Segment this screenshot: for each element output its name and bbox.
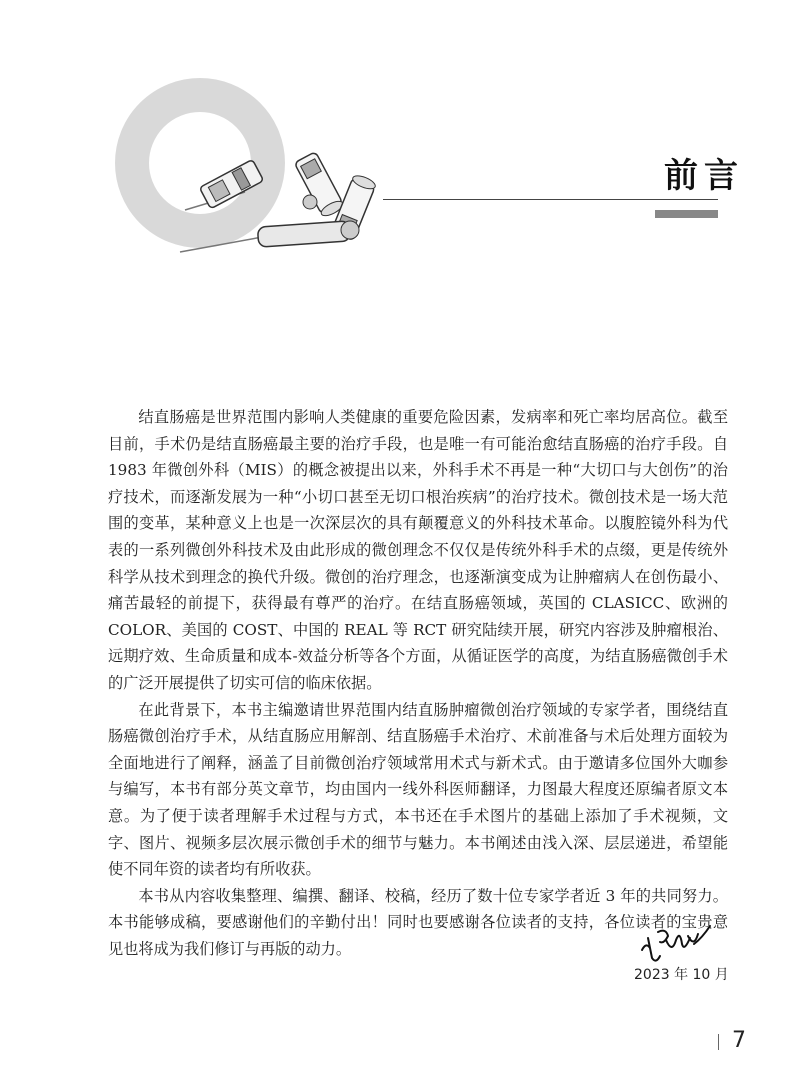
- preface-body: [108, 404, 728, 962]
- paragraph: 结直肠癌是世界范围内影响人类健康的重要危险因素，发病率和死亡率均居高位。截至目前，手术仍是结直肠癌最主要的治疗手段，也是唯一有可能治愈结直肠癌的治疗手段。自 1983 年微创外科（MIS）的概念被提出以来，外科手术不再是一种“大切口与大创伤”的治疗技术，而逐渐发展为一种“小切口甚至无切口根治疾病”的治疗技术。微创技术是一场大范围的变革，某种意义上也是一次深层次的具有颠覆意义的外科技术革命。以腹腔镜外科为代表的一系列微创外科技术及由此形成的微创理念不仅仅是传统外科手术的点缀，更是传统外科学从技术到理念的换代升级。微创的治疗理念，也逐渐演变成为让肿瘤病人在创伤最小、痛苦最轻的前提下，获得最有尊严的治疗。在结直肠癌领域，英国的 CLASICC、欧洲的 COLOR、美国的 COST、中国的 REAL 等 RCT 研究陆续开展，研究内容涉及肿瘤根治、远期疗效、生命质量和成本-效益分析等各个方面，从循证医学的高度，为结直肠癌微创手术的广泛开展提供了切实可信的临床依据。: [108, 408, 728, 692]
- page-number-separator: [718, 1034, 719, 1050]
- page-title: 前言: [664, 156, 744, 196]
- handwritten-signature: [636, 918, 716, 968]
- paragraph: 在此背景下，本书主编邀请世界范围内结直肠肿瘤微创治疗领域的专家学者，围绕结直肠癌微创治疗手术，从结直肠应用解剖、结直肠癌手术治疗、术前准备与术后处理方面较为全面地进行了阐释，涵盖了目前微创治疗领域常用术式与新术式。由于邀请多位国外大咖参与编写，本书有部分英文章节，均由国内一线外科医师翻译，力图最大程度还原编者原文本意。为了便于读者理解手术过程与方式，本书还在手术图片的基础上添加了手术视频，文字、图片、视频多层次展示微创手术的细节与魅力。本书阐述由浅入深、层层递进，希望能使不同年资的读者均有所收获。: [108, 700, 728, 879]
- page-number: 7: [732, 1028, 746, 1053]
- paragraph: 本书从内容收集整理、编撰、翻译、校稿，经历了数十位专家学者近 3 年的共同努力。本书能够成稿，要感谢他们的辛勤付出！同时也要感谢各位读者的支持，各位读者的宝贵意见也将成为我们修订与再版的动力。: [108, 886, 728, 958]
- title-divider-line: [383, 199, 718, 200]
- signature-date: 2023 年 10 月: [634, 967, 729, 983]
- title-accent-bar: [655, 210, 718, 218]
- laparoscopic-instrument-illustration: [150, 140, 410, 280]
